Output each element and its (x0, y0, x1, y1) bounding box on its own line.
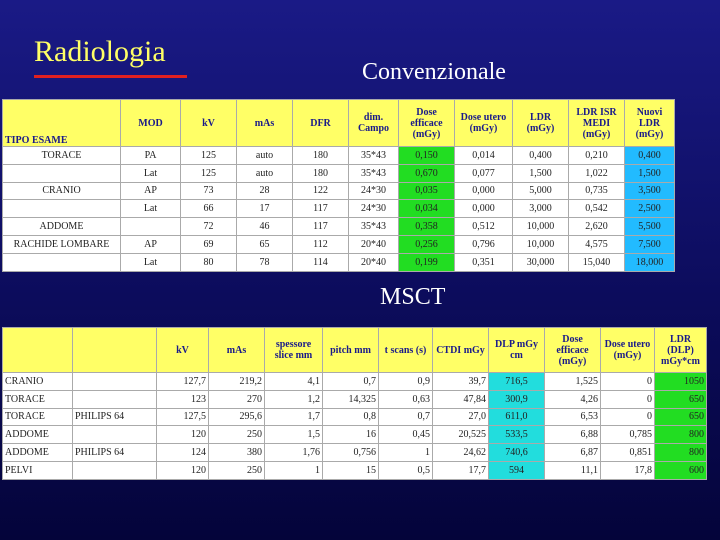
msct-cell: 15 (323, 461, 379, 479)
msct-cell: 1050 (655, 373, 707, 391)
msct-cell: 250 (209, 461, 265, 479)
msct-cell: 650 (655, 408, 707, 426)
conventional-cell: 72 (181, 218, 237, 236)
msct-cell: 47,84 (433, 390, 489, 408)
conventional-body (3, 147, 675, 272)
table-row (3, 235, 675, 253)
conventional-cell: 1,500 (625, 164, 675, 182)
conventional-cell: 17 (237, 200, 293, 218)
msct-cell: 611,0 (489, 408, 545, 426)
conventional-cell: 0,670 (399, 164, 455, 182)
conventional-cell: AP (121, 235, 181, 253)
conventional-cell: 3,500 (625, 182, 675, 200)
msct-cell: 250 (209, 426, 265, 444)
msct-cell: 16 (323, 426, 379, 444)
msct-header-10: Dose utero (mGy) (601, 328, 655, 373)
conventional-cell: 24*30 (349, 200, 399, 218)
slide-title: Radiologia (34, 35, 166, 68)
msct-cell: 0,785 (601, 426, 655, 444)
msct-body (3, 373, 707, 480)
conventional-cell: 0,358 (399, 218, 455, 236)
conventional-cell: 20*40 (349, 235, 399, 253)
msct-cell: 39,7 (433, 373, 489, 391)
conventional-cell: 5,000 (513, 182, 569, 200)
msct-cell (73, 373, 157, 391)
msct-cell (73, 426, 157, 444)
msct-cell: 800 (655, 426, 707, 444)
msct-cell: 123 (157, 390, 209, 408)
conventional-cell: 30,000 (513, 253, 569, 271)
msct-cell: 716,5 (489, 373, 545, 391)
subtitle-msct: MSCT (380, 284, 446, 310)
conventional-header-9: LDR ISR MEDI (mGy) (569, 100, 625, 147)
msct-cell: 6,88 (545, 426, 601, 444)
msct-cell: 600 (655, 461, 707, 479)
msct-header-6: t scans (s) (379, 328, 433, 373)
msct-dose-table (2, 327, 707, 480)
conventional-cell: 117 (293, 218, 349, 236)
msct-cell: PHILIPS 64 (73, 408, 157, 426)
conventional-cell: 117 (293, 200, 349, 218)
msct-cell: 1,2 (265, 390, 323, 408)
conventional-cell (3, 200, 121, 218)
msct-header-5: pitch mm (323, 328, 379, 373)
conventional-cell (3, 253, 121, 271)
table-row (3, 253, 675, 271)
msct-cell: 4,26 (545, 390, 601, 408)
msct-cell: 0,5 (379, 461, 433, 479)
msct-cell: 0,45 (379, 426, 433, 444)
conventional-cell: 0,512 (455, 218, 513, 236)
conventional-cell: 180 (293, 164, 349, 182)
conventional-cell: 180 (293, 147, 349, 165)
msct-cell: 127,5 (157, 408, 209, 426)
conventional-cell: 35*43 (349, 147, 399, 165)
title-underline (34, 75, 187, 78)
msct-cell: 20,525 (433, 426, 489, 444)
msct-cell: 270 (209, 390, 265, 408)
msct-cell (73, 461, 157, 479)
conventional-cell: 5,500 (625, 218, 675, 236)
table-row (3, 373, 707, 391)
conventional-cell: 66 (181, 200, 237, 218)
conventional-cell: 0,796 (455, 235, 513, 253)
msct-cell: 120 (157, 426, 209, 444)
msct-cell: 1,76 (265, 444, 323, 462)
conventional-cell: AP (121, 182, 181, 200)
msct-header-0 (3, 328, 73, 373)
subtitle-conventional: Convenzionale (362, 59, 506, 85)
conventional-cell (3, 164, 121, 182)
conventional-header-5: dim. Campo (349, 100, 399, 147)
msct-cell: TORACE (3, 390, 73, 408)
conventional-cell: 2,500 (625, 200, 675, 218)
msct-cell: 0,756 (323, 444, 379, 462)
conventional-cell: 78 (237, 253, 293, 271)
msct-cell: 24,62 (433, 444, 489, 462)
conventional-cell: 122 (293, 182, 349, 200)
conventional-cell: 112 (293, 235, 349, 253)
conventional-cell: ADDOME (3, 218, 121, 236)
conventional-cell: 80 (181, 253, 237, 271)
conventional-cell: auto (237, 164, 293, 182)
conventional-cell: CRANIO (3, 182, 121, 200)
msct-cell: 4,1 (265, 373, 323, 391)
conventional-cell: 0,014 (455, 147, 513, 165)
msct-cell: 124 (157, 444, 209, 462)
msct-cell: 0 (601, 373, 655, 391)
msct-cell: 6,87 (545, 444, 601, 462)
conventional-cell: 1,022 (569, 164, 625, 182)
conventional-cell: 114 (293, 253, 349, 271)
msct-header-7: CTDI mGy (433, 328, 489, 373)
conventional-cell: 69 (181, 235, 237, 253)
conventional-cell: 10,000 (513, 235, 569, 253)
msct-header-8: DLP mGy cm (489, 328, 545, 373)
conventional-cell (121, 218, 181, 236)
conventional-cell: 0,351 (455, 253, 513, 271)
table-row (3, 182, 675, 200)
msct-cell: TORACE (3, 408, 73, 426)
conventional-cell: 65 (237, 235, 293, 253)
conventional-cell: Lat (121, 164, 181, 182)
conventional-cell: 0,735 (569, 182, 625, 200)
conventional-cell: 24*30 (349, 182, 399, 200)
conventional-cell: 0,000 (455, 182, 513, 200)
conventional-header-row (3, 100, 675, 147)
msct-cell: 0,7 (323, 373, 379, 391)
conventional-header-4: DFR (293, 100, 349, 147)
msct-cell: 380 (209, 444, 265, 462)
conventional-cell: 35*43 (349, 164, 399, 182)
table-row (3, 408, 707, 426)
msct-cell: 1,7 (265, 408, 323, 426)
conventional-cell: 125 (181, 147, 237, 165)
conventional-cell: PA (121, 147, 181, 165)
conventional-cell: 7,500 (625, 235, 675, 253)
conventional-cell: 20*40 (349, 253, 399, 271)
conventional-cell: 0,150 (399, 147, 455, 165)
conventional-cell: 0,400 (513, 147, 569, 165)
conventional-cell: 28 (237, 182, 293, 200)
conventional-header-6: Dose efficace (mGy) (399, 100, 455, 147)
msct-cell: 6,53 (545, 408, 601, 426)
conventional-cell: TORACE (3, 147, 121, 165)
msct-cell: ADDOME (3, 426, 73, 444)
conventional-cell: 10,000 (513, 218, 569, 236)
conventional-header-7: Dose utero (mGy) (455, 100, 513, 147)
msct-cell: 0,8 (323, 408, 379, 426)
msct-header-9: Dose efficace (mGy) (545, 328, 601, 373)
msct-cell: 800 (655, 444, 707, 462)
conventional-cell: 125 (181, 164, 237, 182)
msct-cell: 0,851 (601, 444, 655, 462)
table-row (3, 218, 675, 236)
table-row (3, 390, 707, 408)
table-row (3, 444, 707, 462)
conventional-cell: 0,199 (399, 253, 455, 271)
msct-header-4: spessore slice mm (265, 328, 323, 373)
msct-cell: ADDOME (3, 444, 73, 462)
msct-header-row (3, 328, 707, 373)
conventional-cell: 0,256 (399, 235, 455, 253)
conventional-cell: 4,575 (569, 235, 625, 253)
conventional-cell: 1,500 (513, 164, 569, 182)
msct-cell: CRANIO (3, 373, 73, 391)
msct-cell: 533,5 (489, 426, 545, 444)
table-row (3, 426, 707, 444)
msct-cell: 27,0 (433, 408, 489, 426)
msct-cell: 17,7 (433, 461, 489, 479)
conventional-cell: 0,000 (455, 200, 513, 218)
conventional-cell: 0,077 (455, 164, 513, 182)
conventional-cell: 2,620 (569, 218, 625, 236)
table-row (3, 461, 707, 479)
conventional-cell: 15,040 (569, 253, 625, 271)
conventional-cell: Lat (121, 253, 181, 271)
msct-cell: 300,9 (489, 390, 545, 408)
msct-cell: 0,9 (379, 373, 433, 391)
conventional-cell: 18,000 (625, 253, 675, 271)
msct-header-11: LDR (DLP) mGy*cm (655, 328, 707, 373)
msct-header-3: mAs (209, 328, 265, 373)
conventional-header-0: TIPO ESAME (3, 100, 121, 147)
msct-header-2: kV (157, 328, 209, 373)
msct-cell: 219,2 (209, 373, 265, 391)
table-row (3, 164, 675, 182)
msct-cell: 650 (655, 390, 707, 408)
conventional-cell: RACHIDE LOMBARE (3, 235, 121, 253)
msct-cell: 1,5 (265, 426, 323, 444)
msct-cell: 0,7 (379, 408, 433, 426)
msct-cell: 0 (601, 390, 655, 408)
conventional-header-3: mAs (237, 100, 293, 147)
msct-cell: 127,7 (157, 373, 209, 391)
msct-cell: 0,63 (379, 390, 433, 408)
msct-cell: 11,1 (545, 461, 601, 479)
msct-cell: 594 (489, 461, 545, 479)
conventional-cell: 0,542 (569, 200, 625, 218)
msct-cell: 740,6 (489, 444, 545, 462)
conventional-cell: Lat (121, 200, 181, 218)
msct-cell: PHILIPS 64 (73, 444, 157, 462)
conventional-cell: 0,034 (399, 200, 455, 218)
msct-cell: 1 (265, 461, 323, 479)
msct-cell: 17,8 (601, 461, 655, 479)
conventional-header-8: LDR (mGy) (513, 100, 569, 147)
table-row (3, 147, 675, 165)
msct-cell (73, 390, 157, 408)
conventional-cell: 73 (181, 182, 237, 200)
conventional-cell: 3,000 (513, 200, 569, 218)
conventional-cell: 35*43 (349, 218, 399, 236)
msct-cell: 1,525 (545, 373, 601, 391)
msct-cell: 14,325 (323, 390, 379, 408)
msct-cell: PELVI (3, 461, 73, 479)
conventional-cell: 0,210 (569, 147, 625, 165)
msct-cell: 295,6 (209, 408, 265, 426)
msct-header-1 (73, 328, 157, 373)
conventional-cell: auto (237, 147, 293, 165)
conventional-header-2: kV (181, 100, 237, 147)
table-row (3, 200, 675, 218)
conventional-cell: 0,035 (399, 182, 455, 200)
msct-cell: 0 (601, 408, 655, 426)
conventional-cell: 46 (237, 218, 293, 236)
conventional-header-10: Nuovi LDR (mGy) (625, 100, 675, 147)
conventional-header-1: MOD (121, 100, 181, 147)
msct-cell: 120 (157, 461, 209, 479)
msct-cell: 1 (379, 444, 433, 462)
conventional-dose-table (2, 99, 675, 272)
conventional-cell: 0,400 (625, 147, 675, 165)
